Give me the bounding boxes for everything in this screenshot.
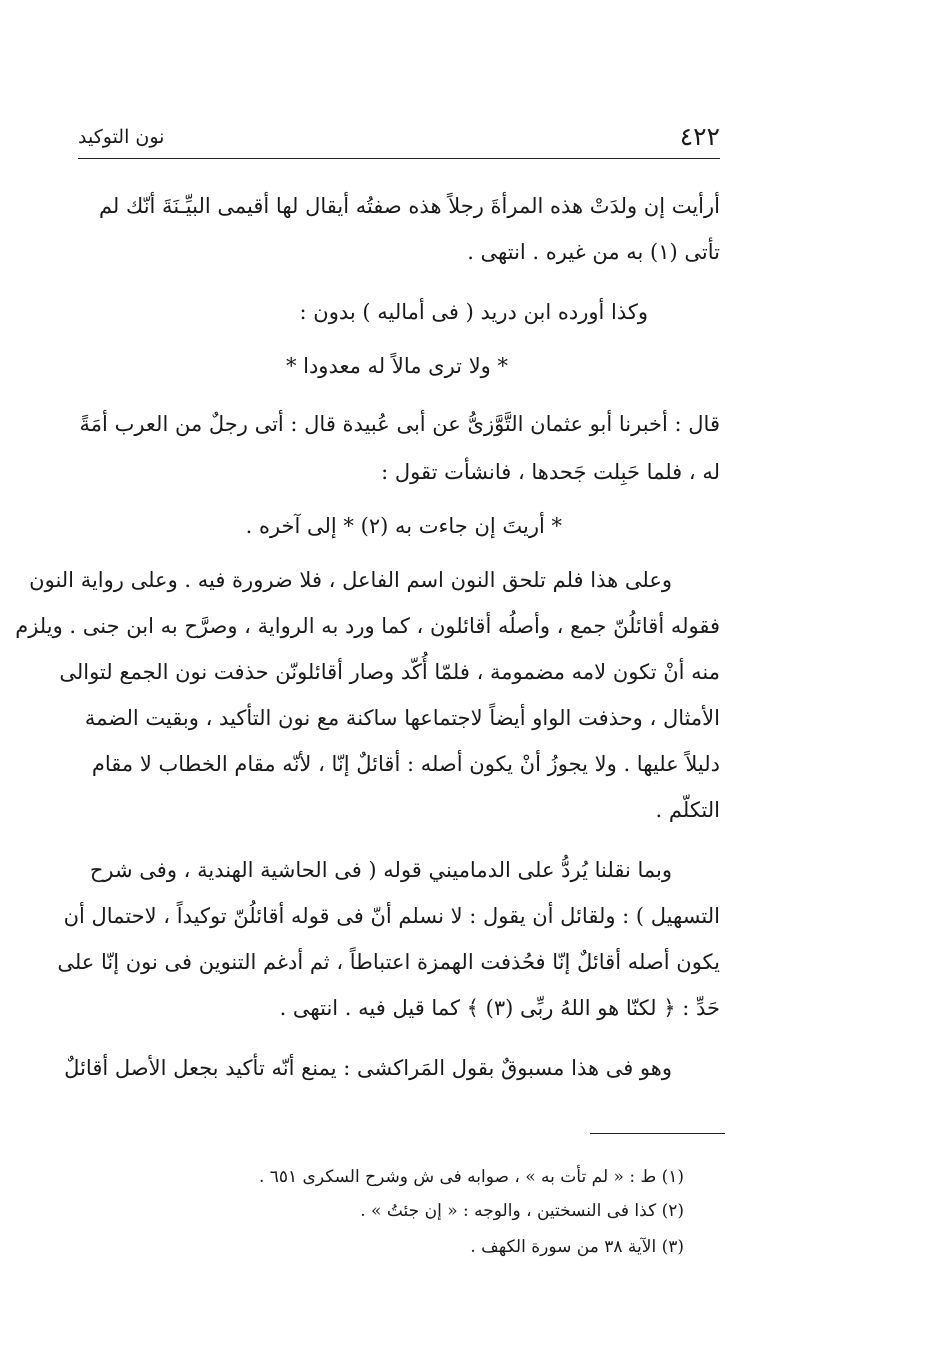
text-line: يكون أصله أقائلٌ إنّا فحُذفت الهمزة اعتباطاً ، ثم أدغم التنوين فى نون إنّا على bbox=[57, 950, 720, 974]
page-header bbox=[78, 118, 720, 158]
text-line: تأتى (١) به من غيره . انتهى . bbox=[467, 240, 720, 264]
text-line: وكذا أورده ابن دريد ( فى أماليه ) بدون : bbox=[299, 300, 648, 324]
text-line: منه أنْ تكون لامه مضمومة ، فلمّا أُكّد وصار أقائلونّن حذفت نون الجمع لتوالى bbox=[59, 660, 720, 684]
text-line: له ، فلما حَبِلت جَحدها ، فانشأت تقول : bbox=[381, 460, 720, 484]
footnote-2: (٢) كذا فى النسختين ، والوجه : « إن جئتُ » . bbox=[360, 1201, 684, 1221]
text-line: قال : أخبرنا أبو عثمان التَّوَّزىُّ عن أبى عُبيدة قال : أتى رجلٌ من العرب أمَةً bbox=[79, 412, 720, 436]
text-line: وهو فى هذا مسبوقٌ بقول المَراكشى : يمنع أنّه تأكيد بجعل الأصل أقائلٌ bbox=[64, 1056, 672, 1080]
verse-line: * أريتَ إن جاءت به (٢) * إلى آخره . bbox=[245, 514, 562, 538]
header-rule bbox=[78, 158, 720, 159]
text-line: فقوله أقائلُنّ جمع ، وأصلُه أقائلون ، كما ورد به الرواية ، وصرَّح به ابن جنى . ويلزم bbox=[15, 614, 720, 638]
running-title: نون التوكيد bbox=[78, 126, 165, 148]
text-line: التسهيل ) : ولقائل أن يقول : لا نسلم أنّ فى قوله أقائلُنّ توكيداً ، لاحتمال أن bbox=[63, 904, 720, 928]
page-number: ٤٢٢ bbox=[679, 122, 720, 151]
text-line: حَدِّ : ﴿ لكنّا هو اللهُ ربِّى (٣) ﴾ كما قيل فيه . انتهى . bbox=[279, 996, 720, 1020]
footnote-3: (٣) الآية ٣٨ من سورة الكهف . bbox=[470, 1237, 684, 1257]
text-line: أرأيت إن ولدَتْ هذه المرأةَ رجلاً هذه صفتُه أيقال لها أقيمى البيِّـنَةَ أنّك لم bbox=[98, 194, 720, 218]
text-line: وعلى هذا فلم تلحق النون اسم الفاعل ، فلا ضرورة فيه . وعلى رواية النون bbox=[29, 568, 672, 592]
text-line: الأمثال ، وحذفت الواو أيضاً لاجتماعها ساكنة مع نون التأكيد ، وبقيت الضمة bbox=[84, 706, 720, 730]
text-line: دليلاً عليها . ولا يجوزُ أنْ يكون أصله : أقائلٌ إنّا ، لأنّه مقام الخطاب لا مقام bbox=[91, 752, 720, 776]
verse-line: * ولا ترى مالاً له معدودا * bbox=[285, 354, 508, 378]
text-line: وبما نقلنا يُردُّ على الدماميني قوله ( فى الحاشية الهندية ، وفى شرح bbox=[89, 858, 672, 882]
footnote-1: (١) ط : « لم تأت به » ، صوابه فى ش وشرح السكرى ٦٥١ . bbox=[258, 1167, 684, 1187]
text-line: التكلّم . bbox=[655, 798, 720, 822]
footnote-rule bbox=[590, 1133, 725, 1134]
